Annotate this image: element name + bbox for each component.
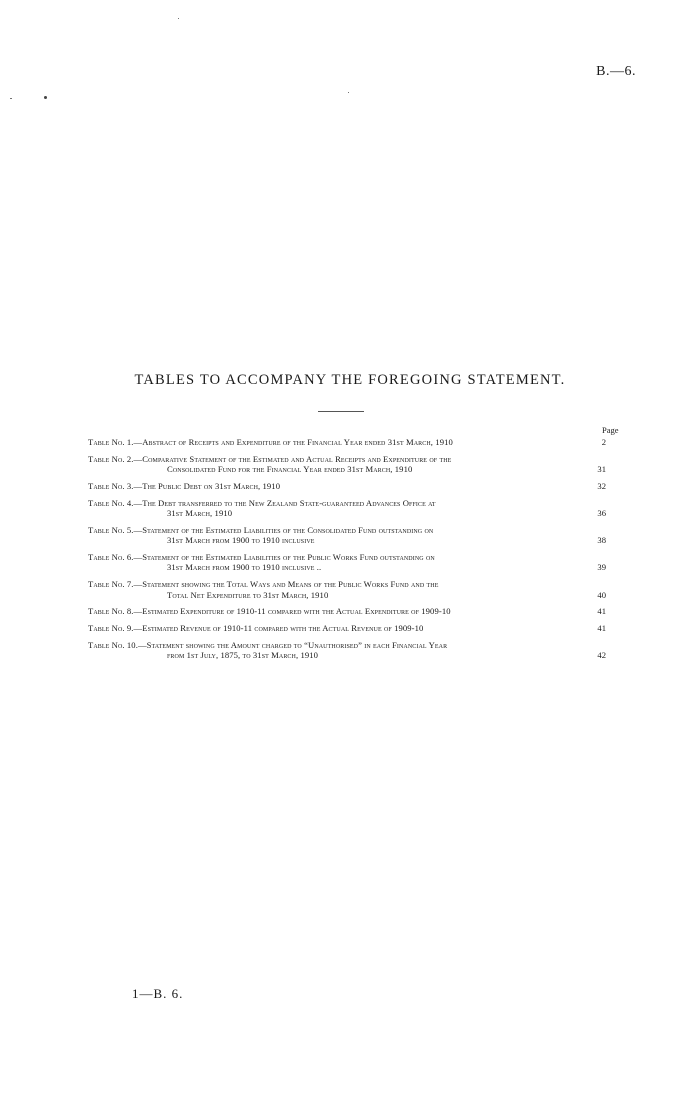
toc-entry-text: Table No. 7.—Statement showing the Total Ways and Means of the Public Works Fund and the	[88, 579, 439, 590]
toc-entry-page: 36	[597, 508, 606, 519]
page-column-heading: Page	[602, 425, 619, 435]
toc-entry	[88, 606, 606, 617]
toc-entry-text: Table No. 9.—Estimated Revenue of 1910-11 compared with the Actual Revenue of 1909-10	[88, 623, 424, 633]
toc-entry	[88, 497, 606, 519]
footer-signature: 1—B. 6.	[132, 986, 184, 1001]
toc-entry-page: 2	[601, 437, 606, 447]
toc-entry-text: Table No. 10.—Statement showing the Amount charged to “Unauthorised” in each Financial Year	[88, 639, 448, 650]
table-of-contents	[88, 437, 606, 667]
toc-entry	[88, 623, 606, 634]
toc-entry	[88, 551, 606, 573]
toc-entry-page: 41	[597, 623, 606, 633]
toc-entry-continuation: 31st March, 1910	[167, 508, 233, 519]
document-title: TABLES TO ACCOMPANY THE FOREGOING STATEMENT.	[134, 372, 566, 388]
toc-entry-text: Table No. 2.—Comparative Statement of the Estimated and Actual Receipts and Expenditure of the	[88, 453, 452, 464]
toc-entry-page: 39	[597, 562, 606, 573]
scan-speck	[10, 98, 12, 99]
toc-entry-text: Table No. 6.—Statement of the Estimated Liabilities of the Public Works Fund outstanding on	[88, 551, 435, 562]
toc-entry-text: Table No. 5.—Statement of the Estimated Liabilities of the Consolidated Fund outstanding on	[88, 524, 434, 535]
toc-entry-page: 31	[597, 464, 606, 475]
toc-entry-page: 42	[597, 650, 606, 661]
toc-entry	[88, 453, 606, 475]
toc-entry	[88, 524, 606, 546]
toc-entry-text: Table No. 8.—Estimated Expenditure of 1910-11 compared with the Actual Expenditure of 1909-10	[88, 606, 451, 617]
toc-entry	[88, 579, 606, 600]
toc-entry	[88, 437, 606, 448]
toc-entry-continuation: 31st March from 1900 to 1910 inclusive	[167, 535, 315, 546]
toc-entry	[88, 480, 606, 492]
title-rule	[318, 411, 364, 412]
toc-entry-text: Table No. 1.—Abstract of Receipts and Expenditure of the Financial Year ended 31st March, 1910	[88, 437, 453, 447]
toc-entry-page: 38	[597, 535, 606, 546]
toc-entry-page: 32	[597, 480, 606, 491]
toc-entry-text: Table No. 3.—The Public Debt on 31st March, 1910	[88, 480, 281, 491]
scan-speck	[44, 96, 47, 99]
toc-entry	[88, 639, 606, 661]
scan-speck	[178, 18, 179, 19]
toc-entry-continuation: from 1st July, 1875, to 31st March, 1910	[167, 650, 319, 661]
toc-entry-continuation: Total Net Expenditure to 31st March, 1910	[167, 589, 329, 600]
scan-speck	[348, 92, 349, 93]
toc-entry-continuation: 31st March from 1900 to 1910 inclusive ..	[167, 562, 322, 573]
toc-entry-continuation: Consolidated Fund for the Financial Year ended 31st March, 1910	[167, 464, 413, 475]
toc-entry-text: Table No. 4.—The Debt transferred to the New Zealand State-guaranteed Advances Office at	[88, 497, 436, 508]
toc-entry-page: 40	[597, 589, 606, 600]
page-reference: B.—6.	[596, 64, 636, 79]
toc-entry-page: 41	[597, 606, 606, 617]
